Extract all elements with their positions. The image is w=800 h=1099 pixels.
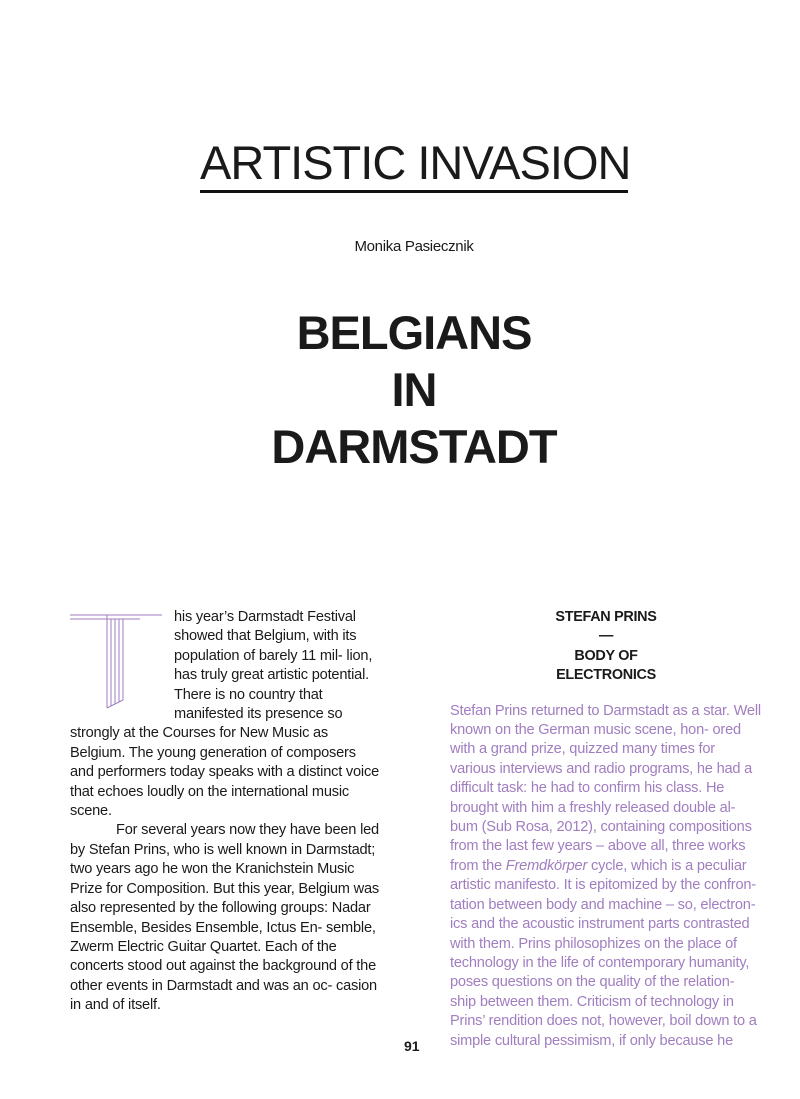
body-text: cycle, which is a peculiar artistic manifesto. It is epitomized by the confron- tation between body and machine – so, electron- ics and the acoustic instrument parts contrasted with them. Prins philosophizes on the place of technology in the life of contemporary humanity, poses questions on the quality of the relation- ship between them. Criticism of technology in Prins’ rendition does not, however, boil down to a simple cultural pessimism, if only because he xyxy=(450,857,757,1049)
title-underline xyxy=(200,190,628,193)
section-heading-line: BODY OF xyxy=(574,647,638,664)
section-heading xyxy=(450,608,762,686)
subtitle-line: IN xyxy=(391,363,437,416)
paragraph: his year’s Darmstadt Festival showed that Belgium, with its population of barely 11 mil- lion, has truly great artistic potential. There is no country that manifested its presence so strongly at the Courses for New Music as Belgium. The young generation of composers and performers today speaks with a distinct voice that echoes loudly on the international music scene. xyxy=(70,609,379,820)
subtitle-line: DARMSTADT xyxy=(271,420,557,473)
drop-cap-letter-art xyxy=(70,610,166,710)
subtitle-line: BELGIANS xyxy=(296,306,532,359)
section-heading-line: ELECTRONICS xyxy=(556,667,656,684)
section-heading-line: — xyxy=(598,628,614,645)
article-subtitle xyxy=(0,304,800,475)
section-heading-line: STEFAN PRINS xyxy=(555,609,657,625)
article-title: ARTISTIC INVASION xyxy=(200,136,631,189)
right-column xyxy=(450,608,762,1051)
drop-cap xyxy=(70,610,174,710)
paragraph: For several years now they have been led by Stefan Prins, who is well known in Darmstadt; two years ago he won the Kranichstein Music Prize for Composition. But this year, Belgium was also represented by the following groups: Nadar Ensemble, Besides Ensemble, Ictus En- semble, Zwerm Electric Guitar Quartet. Each of the concerts stood out against the background of the other events in Darmstadt and was an oc- casion in and of itself. xyxy=(70,822,379,1014)
section-body xyxy=(450,702,762,1051)
drop-cap-text: T xyxy=(70,610,71,611)
page-number: 91 xyxy=(404,1038,420,1054)
left-column xyxy=(70,608,382,1016)
author-name: Monika Pasiecznik xyxy=(354,238,474,255)
italic-title: Fremdkörper xyxy=(505,857,588,874)
body-text: Stefan Prins returned to Darmstadt as a star. Well known on the German music scene, hon- ored with a grand prize, quizzed many times for various interviews and radio programs, he had a difficult task: he had to confirm his class. He brought with him a freshly released double al- bum (Sub Rosa, 2012), containing compositions from the last few years – above all, three works from the xyxy=(450,702,761,874)
